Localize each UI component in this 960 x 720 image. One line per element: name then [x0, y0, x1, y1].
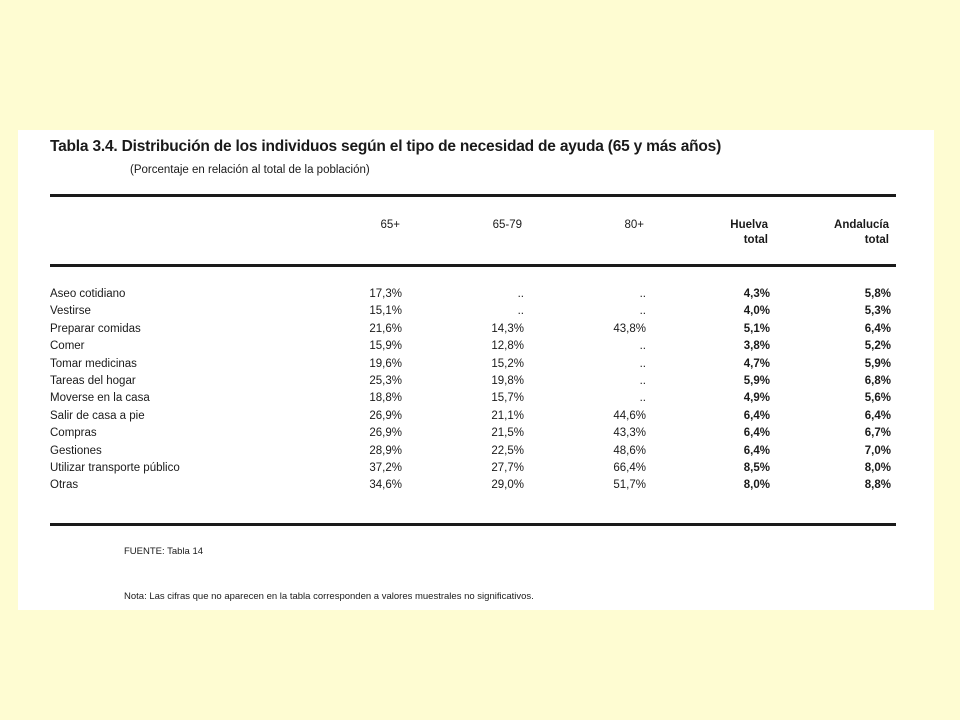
- table-row: [50, 340, 896, 357]
- row-label: Salir de casa a pie: [50, 409, 145, 422]
- row-label: Tomar medicinas: [50, 357, 137, 370]
- cell-andalucia: 5,8%: [864, 288, 891, 300]
- cell-65-79: 21,1%: [491, 409, 524, 422]
- cell-65plus: 17,3%: [369, 288, 402, 300]
- cell-65-79: ..: [517, 288, 524, 300]
- row-label: Moverse en la casa: [50, 392, 150, 405]
- cell-andalucia: 5,6%: [864, 392, 891, 405]
- cell-65-79: ..: [517, 305, 524, 318]
- cell-huelva: 4,7%: [743, 357, 770, 370]
- cell-huelva: 8,0%: [743, 479, 770, 492]
- cell-huelva: 6,4%: [743, 444, 770, 457]
- table-row: [50, 358, 896, 375]
- cell-andalucia: 6,4%: [864, 322, 891, 335]
- cell-65-79: 21,5%: [491, 427, 524, 440]
- table-row: [50, 410, 896, 427]
- cell-80plus: 66,4%: [613, 461, 646, 474]
- cell-huelva: 5,9%: [743, 374, 770, 387]
- cell-andalucia: 6,7%: [864, 427, 891, 440]
- cell-65-79: 29,0%: [491, 479, 524, 492]
- row-label: Gestiones: [50, 444, 102, 457]
- cell-huelva: 6,4%: [743, 409, 770, 422]
- cell-andalucia: 5,9%: [864, 357, 891, 370]
- table-row: [50, 427, 896, 444]
- cell-80plus: ..: [639, 340, 646, 353]
- cell-80plus: 43,3%: [613, 427, 646, 440]
- cell-huelva: 6,4%: [743, 427, 770, 440]
- table-row: [50, 305, 896, 322]
- cell-80plus: 48,6%: [613, 444, 646, 457]
- cell-andalucia: 5,2%: [864, 340, 891, 353]
- cell-huelva: 5,1%: [743, 322, 770, 335]
- table-subtitle: (Porcentaje en relación al total de la población): [130, 164, 370, 176]
- cell-huelva: 4,0%: [743, 305, 770, 318]
- row-label: Preparar comidas: [50, 322, 141, 335]
- cell-80plus: 43,8%: [613, 322, 646, 335]
- source-note: FUENTE: Tabla 14: [124, 546, 204, 557]
- cell-65-79: 15,2%: [491, 357, 524, 370]
- row-label: Otras: [50, 479, 79, 492]
- cell-andalucia: 8,8%: [864, 479, 891, 492]
- cell-andalucia: 7,0%: [864, 444, 891, 457]
- cell-65-79: 12,8%: [491, 340, 524, 353]
- cell-huelva: 3,8%: [743, 340, 770, 353]
- cell-huelva: 4,9%: [743, 392, 770, 405]
- row-label: Aseo cotidiano: [50, 288, 126, 300]
- cell-65plus: 26,9%: [369, 409, 402, 422]
- table-row: [50, 445, 896, 462]
- column-header-80plus: 80+: [624, 219, 644, 231]
- top-rule: [50, 194, 896, 197]
- table-row: [50, 288, 896, 305]
- cell-80plus: ..: [639, 392, 646, 405]
- cell-65-79: 19,8%: [491, 374, 524, 387]
- table-row: [50, 479, 896, 496]
- row-label: Vestirse: [50, 305, 91, 318]
- cell-65-79: 22,5%: [491, 444, 524, 457]
- cell-65plus: 21,6%: [369, 322, 402, 335]
- bottom-rule: [50, 523, 896, 526]
- cell-80plus: ..: [639, 305, 646, 318]
- cell-huelva: 8,5%: [743, 461, 770, 474]
- cell-65plus: 19,6%: [369, 357, 402, 370]
- cell-65plus: 25,3%: [369, 374, 402, 387]
- table-body: [50, 288, 896, 497]
- table-title: Tabla 3.4. Distribución de los individuos según el tipo de necesidad de ayuda (65 y más años): [50, 138, 722, 155]
- column-header-65plus: 65+: [380, 219, 400, 231]
- cell-80plus: ..: [639, 288, 646, 300]
- column-header-andalucia: Andalucía total: [834, 219, 889, 246]
- cell-andalucia: 6,8%: [864, 374, 891, 387]
- cell-65plus: 15,1%: [369, 305, 402, 318]
- row-label: Comer: [50, 340, 85, 353]
- cell-80plus: ..: [639, 357, 646, 370]
- column-header-huelva: Huelva total: [730, 219, 768, 246]
- cell-80plus: 44,6%: [613, 409, 646, 422]
- cell-andalucia: 6,4%: [864, 409, 891, 422]
- header-rule: [50, 264, 896, 267]
- cell-huelva: 4,3%: [743, 288, 770, 300]
- table-row: [50, 462, 896, 479]
- cell-80plus: ..: [639, 374, 646, 387]
- column-header-65-79: 65-79: [492, 219, 522, 231]
- table-row: [50, 323, 896, 340]
- document-panel: [18, 130, 934, 610]
- row-label: Tareas del hogar: [50, 374, 136, 387]
- cell-65plus: 26,9%: [369, 427, 402, 440]
- cell-65plus: 28,9%: [369, 444, 402, 457]
- cell-65plus: 15,9%: [369, 340, 402, 353]
- cell-65-79: 14,3%: [491, 322, 524, 335]
- cell-65plus: 37,2%: [369, 461, 402, 474]
- cell-65plus: 34,6%: [369, 479, 402, 492]
- footnote: Nota: Las cifras que no aparecen en la tabla corresponden a valores muestrales no significativos.: [124, 591, 534, 602]
- table-row: [50, 375, 896, 392]
- row-label: Utilizar transporte público: [50, 461, 180, 474]
- cell-80plus: 51,7%: [613, 479, 646, 492]
- row-label: Compras: [50, 427, 97, 440]
- cell-65-79: 15,7%: [491, 392, 524, 405]
- cell-65-79: 27,7%: [491, 461, 524, 474]
- cell-andalucia: 8,0%: [864, 461, 891, 474]
- cell-65plus: 18,8%: [369, 392, 402, 405]
- cell-andalucia: 5,3%: [864, 305, 891, 318]
- table-row: [50, 392, 896, 409]
